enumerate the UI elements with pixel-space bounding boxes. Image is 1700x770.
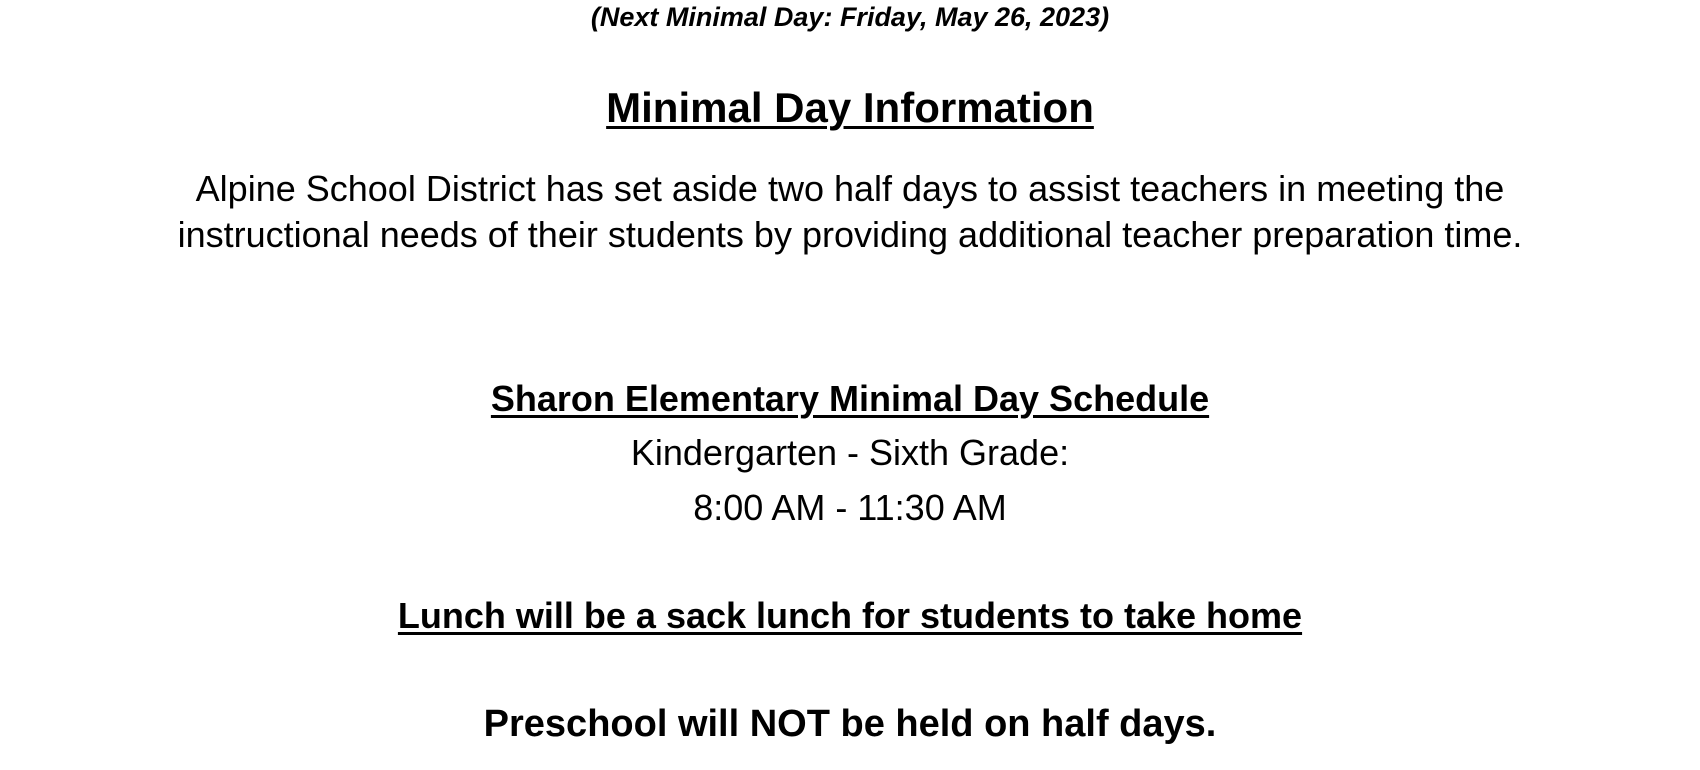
next-minimal-day-notice: (Next Minimal Day: Friday, May 26, 2023): [590, 2, 1110, 32]
schedule-grades: Kindergarten - Sixth Grade:: [630, 432, 1070, 473]
intro-paragraph: Alpine School District has set aside two half days to assist teachers in meeting the instructional needs of their students by providing additional teacher preparation time.: [177, 168, 1523, 255]
schedule-heading: Sharon Elementary Minimal Day Schedule: [490, 378, 1210, 419]
page-title: Minimal Day Information: [606, 84, 1094, 131]
schedule-times: 8:00 AM - 11:30 AM: [693, 487, 1007, 528]
preschool-note: Preschool will NOT be held on half days.: [483, 703, 1217, 745]
lunch-note: Lunch will be a sack lunch for students to take home: [397, 595, 1303, 636]
